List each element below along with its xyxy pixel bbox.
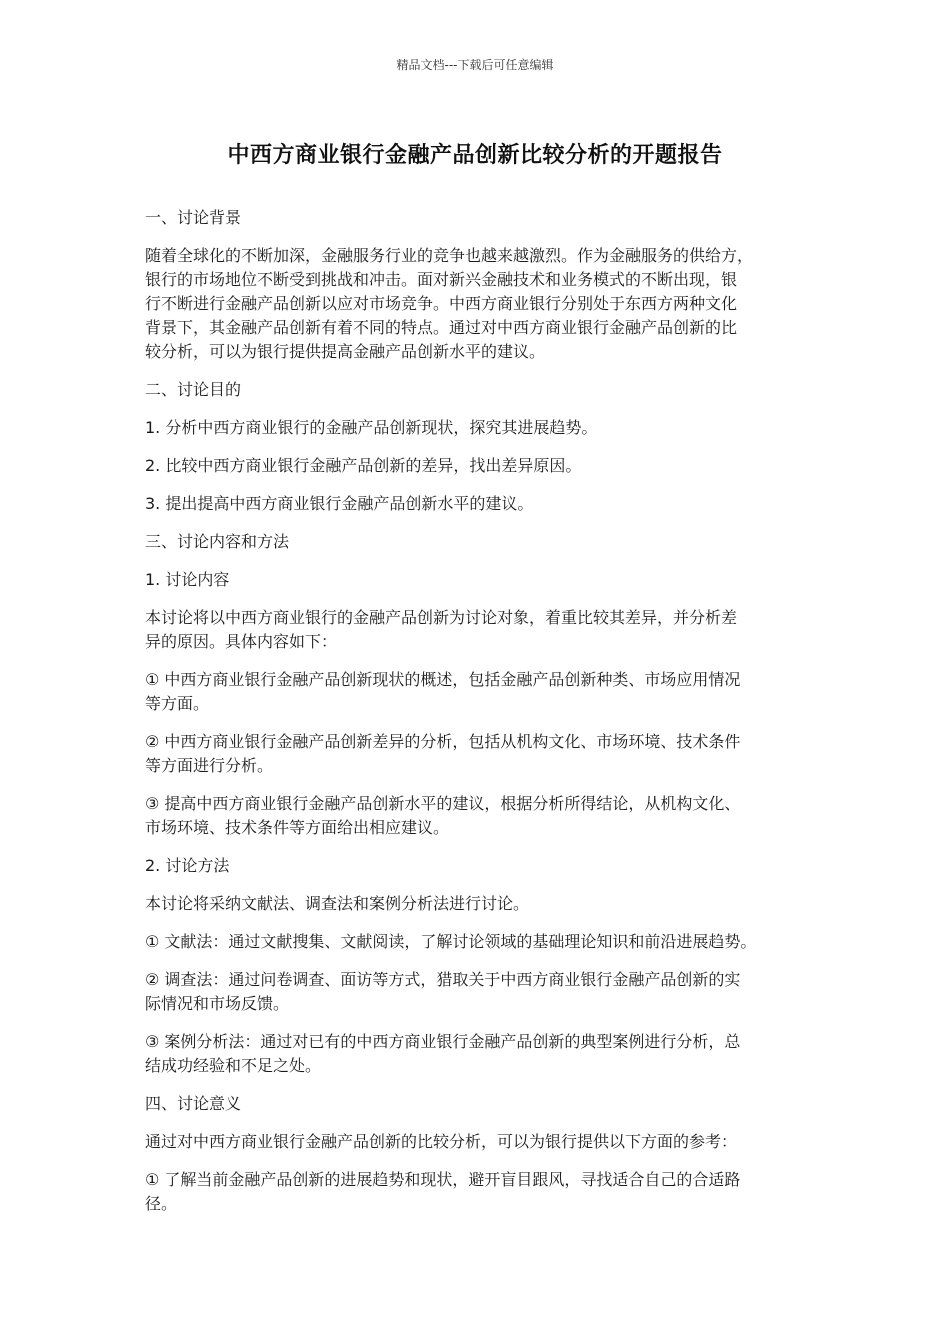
paragraph-content-intro: 本讨论将以中西方商业银行的金融产品创新为讨论对象，着重比较其差异，并分析差 异的原因。具体内容如下： [145, 608, 738, 651]
paragraph-background: 随着全球化的不断加深，金融服务行业的竞争也越来越激烈。作为金融服务的供给方， 银行的市场地位不断受到挑战和冲击。面对新兴金融技术和业务模式的不断出现，银 行不断进行金融产品创新以应对市场竞争。中西方商业银行分别处于东西方两种文化 背景下，其金融产品创新有着不同的特点。通过对中西方商业银行金融产品创新的比 较分析，可以为银行提供提高金融产品创新水平的建议。 [145, 246, 754, 361]
purpose-item-3: 3. 提出提高中西方商业银行金融产品创新水平的建议。 [145, 494, 534, 513]
significance-item-1: ① 了解当前金融产品创新的进展趋势和现状，避开盲目跟风，寻找适合自己的合适路 径。 [145, 1170, 741, 1213]
page-header-note: 精品文档---下载后可任意编辑 [396, 58, 554, 72]
section-heading-content-method: 三、讨论内容和方法 [145, 532, 290, 551]
section-heading-background: 一、讨论背景 [145, 208, 242, 227]
content-item-1: ① 中西方商业银行金融产品创新现状的概述，包括金融产品创新种类、市场应用情况 等方面。 [145, 670, 741, 713]
method-item-2: ② 调查法：通过问卷调查、面访等方式，猎取关于中西方商业银行金融产品创新的实 际情况和市场反馈。 [145, 970, 741, 1013]
document-body [145, 206, 810, 1230]
document-title: 中西方商业银行金融产品创新比较分析的开题报告 [227, 143, 723, 168]
subheading-content: 1. 讨论内容 [145, 570, 230, 589]
subheading-method: 2. 讨论方法 [145, 856, 230, 875]
method-item-3: ③ 案例分析法：通过对已有的中西方商业银行金融产品创新的典型案例进行分析，总 结成功经验和不足之处。 [145, 1032, 741, 1075]
paragraph-significance-intro: 通过对中西方商业银行金融产品创新的比较分析，可以为银行提供以下方面的参考： [145, 1132, 738, 1151]
purpose-item-1: 1. 分析中西方商业银行的金融产品创新现状，探究其进展趋势。 [145, 418, 598, 437]
method-item-1: ① 文献法：通过文献搜集、文献阅读，了解讨论领域的基础理论知识和前沿进展趋势。 [145, 932, 757, 951]
section-heading-purpose: 二、讨论目的 [145, 380, 242, 399]
section-heading-significance: 四、讨论意义 [145, 1094, 242, 1113]
paragraph-method-intro: 本讨论将采纳文献法、调查法和案例分析法进行讨论。 [145, 894, 530, 913]
purpose-item-2: 2. 比较中西方商业银行金融产品创新的差异，找出差异原因。 [145, 456, 582, 475]
content-item-2: ② 中西方商业银行金融产品创新差异的分析，包括从机构文化、市场环境、技术条件 等方面进行分析。 [145, 732, 741, 775]
content-item-3: ③ 提高中西方商业银行金融产品创新水平的建议，根据分析所得结论，从机构文化、 市场环境、技术条件等方面给出相应建议。 [145, 794, 741, 837]
